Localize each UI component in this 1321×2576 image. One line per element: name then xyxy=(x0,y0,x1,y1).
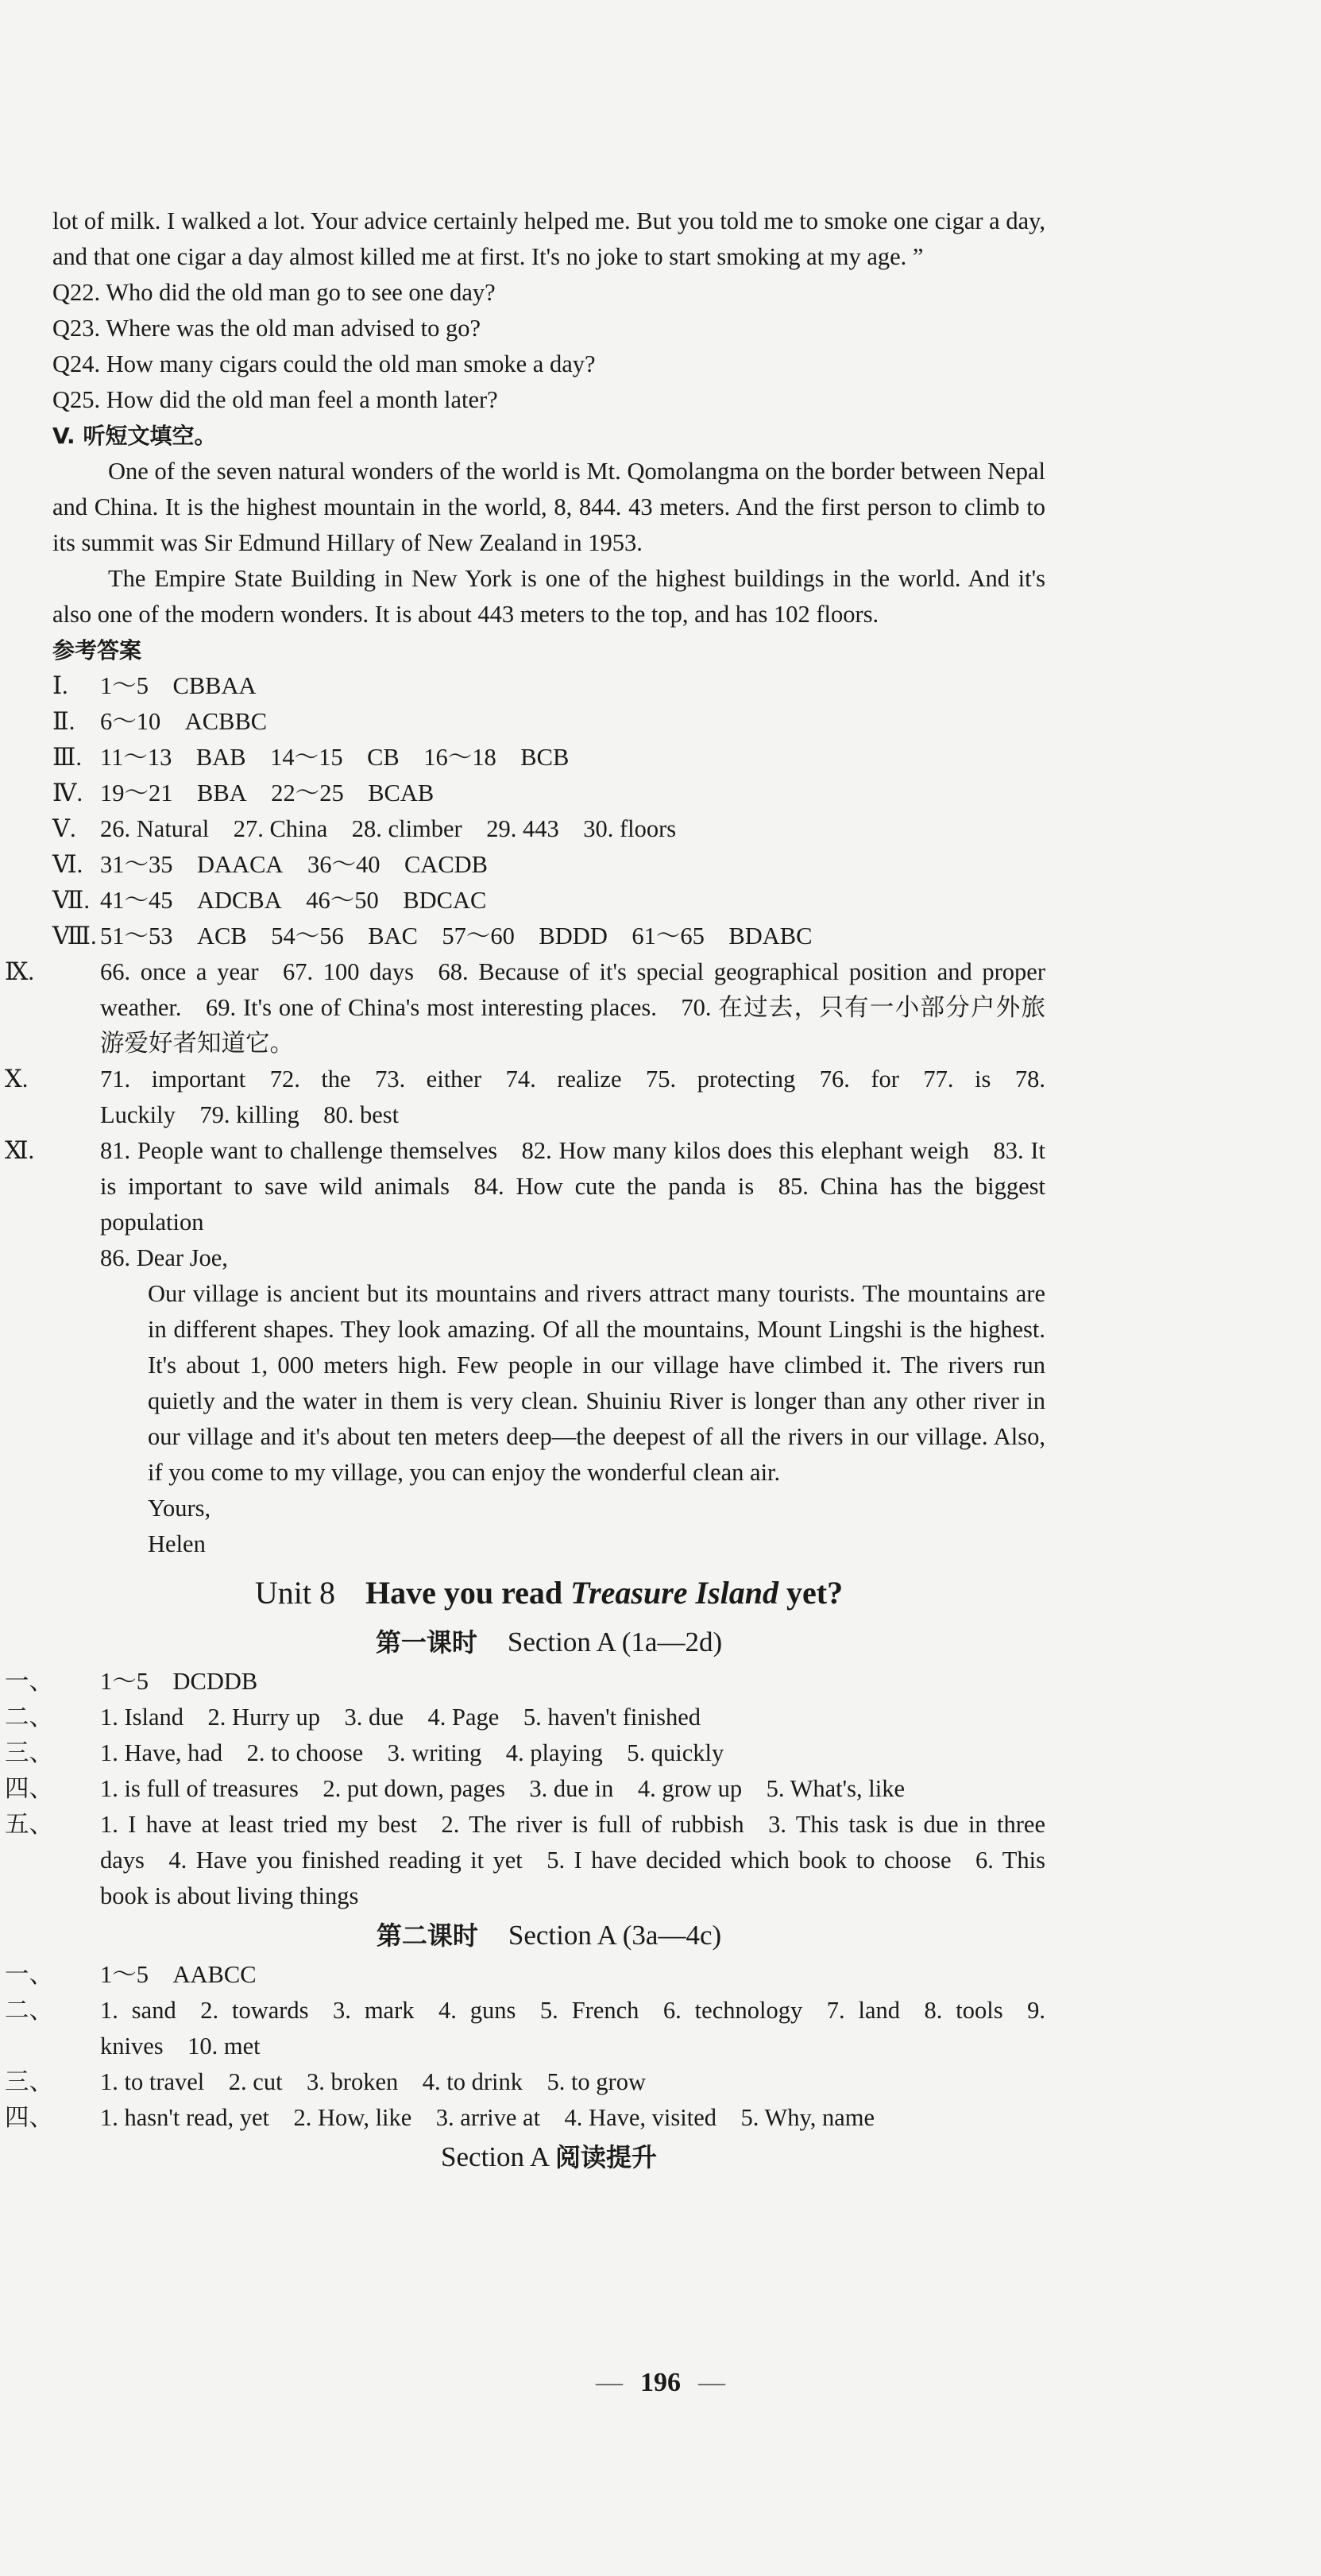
answer-text: 6～10 ACBBC xyxy=(100,708,268,735)
lesson-title xyxy=(52,2136,1045,2179)
lesson-title-en: Section A xyxy=(441,2141,555,2172)
answer-list xyxy=(5,668,1045,1240)
page-number-dash: — xyxy=(698,2368,725,2397)
letter-closing: Yours, xyxy=(148,1495,211,1522)
answer-text: 1. I have at least tried my best 2. The river is full of rubbish 3. This task is due in three days 4. Have you finished reading it yet 5. I have decided which book to choose 6. This book is about living things xyxy=(100,1811,1045,1909)
answer-row xyxy=(5,2064,1045,2100)
answer-text: 1. Island 2. Hurry up 3. due 4. Page 5. haven't finished xyxy=(100,1704,701,1731)
answer-number: 一、 xyxy=(5,1961,53,1988)
answer-text: 1. to travel 2. cut 3. broken 4. to drink 5. to grow xyxy=(100,2068,646,2095)
answer-number: Ⅹ. xyxy=(5,1066,29,1093)
question-item: Q23. Where was the old man advised to go? xyxy=(52,315,481,342)
answers-heading: 参考答案 xyxy=(52,637,142,663)
lesson2-answers xyxy=(5,1957,1045,2136)
answer-number: Ⅵ. xyxy=(52,851,83,878)
answer-number: Ⅸ. xyxy=(5,958,35,985)
answer-number: 二、 xyxy=(5,1997,53,2024)
page-content xyxy=(5,203,1045,2179)
unit-title-post: yet? xyxy=(778,1575,844,1611)
listening-questions xyxy=(52,275,1045,418)
answer-text: 11～13 BAB 14～15 CB 16～18 BCB xyxy=(100,744,570,771)
passage-paragraph: One of the seven natural wonders of the world is Mt. Qomolangma on the border between Nepal and China. It is the highest mountain in the world, 8, 844. 43 meters. And the first person to climb to its summit was Sir Edmund Hillary of New Zealand in 1953. xyxy=(52,458,1045,556)
unit-title-pre: Have you read xyxy=(365,1575,571,1611)
answer-text: 51～53 ACB 54～56 BAC 57～60 BDDD 61～65 BDABC xyxy=(100,922,813,950)
lesson-title-cn: 第二课时 xyxy=(376,1920,478,1951)
answer-row xyxy=(52,847,1045,883)
answer-row xyxy=(5,1771,1045,1807)
answer-number: Ⅺ. xyxy=(5,1137,35,1164)
answer-number: Ⅴ. xyxy=(52,815,76,842)
unit-title-book: Treasure Island xyxy=(570,1575,779,1611)
answer-row xyxy=(52,919,1045,954)
letter-body: Our village is ancient but its mountains and rivers attract many tourists. The mountains are in different shapes. They look amazing. Of all the mountains, Mount Lingshi is the highest. It's about 1, 000 meters high. Few people in our village have climbed it. The rivers run quietly and the water in them is very clean. Shuiniu River is longer than any other river in our village and it's about ten meters deep—the deepest of all the rivers in our village. Also, if you come to my village, you can enjoy the wonderful clean air. xyxy=(148,1280,1045,1486)
answer-row xyxy=(5,1133,1045,1240)
answer-row xyxy=(52,704,1045,740)
answer-number: 四、 xyxy=(5,2104,53,2131)
lesson1-answers xyxy=(5,1664,1045,1914)
lesson-title xyxy=(52,1621,1045,1664)
answer-text: 31～35 DAACA 36～40 CACDB xyxy=(100,851,489,878)
page-number xyxy=(0,2368,1321,2398)
unit-label: Unit 8 xyxy=(254,1575,335,1611)
answer-row xyxy=(52,776,1045,811)
answer-text: 1～5 AABCC xyxy=(100,1961,257,1988)
listening-script-continuation: lot of milk. I walked a lot. Your advice certainly helped me. But you told me to smoke one cigar a day, and that one cigar a day almost killed me at first. It's no joke to start smoking at my age. ” xyxy=(52,207,1045,270)
answer-row xyxy=(5,1735,1045,1771)
answer-text: 26. Natural 27. China 28. climber 29. 443 30. floors xyxy=(100,815,677,842)
answer-row xyxy=(52,740,1045,776)
passage-paragraph: The Empire State Building in New York is one of the highest buildings in the world. And it's also one of the modern wonders. It is about 443 meters to the top, and has 102 floors. xyxy=(52,565,1045,628)
answer-text: 1～5 DCDDB xyxy=(100,1668,258,1695)
question-item: Q22. Who did the old man go to see one day? xyxy=(52,279,496,306)
answer-text: 1. hasn't read, yet 2. How, like 3. arrive at 4. Have, visited 5. Why, name xyxy=(100,2104,875,2131)
letter-greeting: 86. Dear Joe, xyxy=(100,1244,228,1271)
answer-row xyxy=(52,811,1045,847)
answer-number: 二、 xyxy=(5,1704,53,1731)
lesson-title-en: Section A (1a—2d) xyxy=(507,1626,723,1657)
answer-number: 三、 xyxy=(5,1739,53,1766)
answer-row xyxy=(5,954,1045,1062)
answer-row xyxy=(52,883,1045,919)
lesson-title xyxy=(52,1914,1045,1957)
answer-row xyxy=(5,1664,1045,1700)
answer-number: Ⅲ. xyxy=(52,744,83,771)
answer-text: 19～21 BBA 22～25 BCAB xyxy=(100,779,435,806)
answer-row xyxy=(5,1700,1045,1735)
unit-title xyxy=(52,1565,1045,1621)
question-item: Q24. How many cigars could the old man smoke a day? xyxy=(52,350,596,377)
answer-row xyxy=(5,1062,1045,1133)
lesson-title-en: Section A (3a—4c) xyxy=(508,1920,722,1951)
question-item: Q25. How did the old man feel a month later? xyxy=(52,386,498,413)
writing-sample xyxy=(52,1240,1045,1562)
section-heading: V. 听短文填空。 xyxy=(52,423,217,449)
answer-row xyxy=(5,2100,1045,2136)
answer-row xyxy=(5,1993,1045,2064)
page-number-dash: — xyxy=(596,2368,623,2397)
answer-number: Ⅳ. xyxy=(52,779,83,806)
answer-text: 1. sand 2. towards 3. mark 4. guns 5. French 6. technology 7. land 8. tools 9. knives 10. met xyxy=(100,1997,1045,2060)
answer-row xyxy=(5,1957,1045,1993)
answer-text: 71. important 72. the 73. either 74. realize 75. protecting 76. for 77. is 78. Luckily 79. killing 80. best xyxy=(100,1066,1045,1128)
answer-text: 1～5 CBBAA xyxy=(100,672,257,699)
answer-number: Ⅱ. xyxy=(52,708,75,735)
answer-text: 1. Have, had 2. to choose 3. writing 4. playing 5. quickly xyxy=(100,1739,724,1766)
answer-row xyxy=(5,1807,1045,1914)
page-number-value: 196 xyxy=(640,2368,681,2397)
answer-text: 1. is full of treasures 2. put down, pages 3. due in 4. grow up 5. What's, like xyxy=(100,1775,905,1802)
answer-number: Ⅶ. xyxy=(52,887,90,914)
lesson-title-cn: 第一课时 xyxy=(375,1627,477,1657)
answer-row xyxy=(52,668,1045,704)
answer-text: 81. People want to challenge themselves 82. How many kilos does this elephant weigh 83. It is important to save wild animals 84. How cute the panda is 85. China has the biggest population xyxy=(100,1137,1045,1236)
answer-number: Ⅷ. xyxy=(52,922,97,950)
lesson-title-cn: 阅读提升 xyxy=(554,2142,657,2172)
answer-number: Ⅰ. xyxy=(52,672,68,699)
letter-signature: Helen xyxy=(148,1530,206,1557)
answer-number: 一、 xyxy=(5,1668,53,1695)
answer-number: 三、 xyxy=(5,2068,53,2095)
answer-text: 41～45 ADCBA 46～50 BDCAC xyxy=(100,887,487,914)
answer-number: 四、 xyxy=(5,1775,53,1802)
answer-number: 五、 xyxy=(5,1811,53,1838)
answer-text: 66. once a year 67. 100 days 68. Because of it's special geographical position and proper weather. 69. It's one of China's most interesting places. 70. 在过去，只有一小部分户外旅游爱好者知道它。 xyxy=(100,958,1045,1057)
